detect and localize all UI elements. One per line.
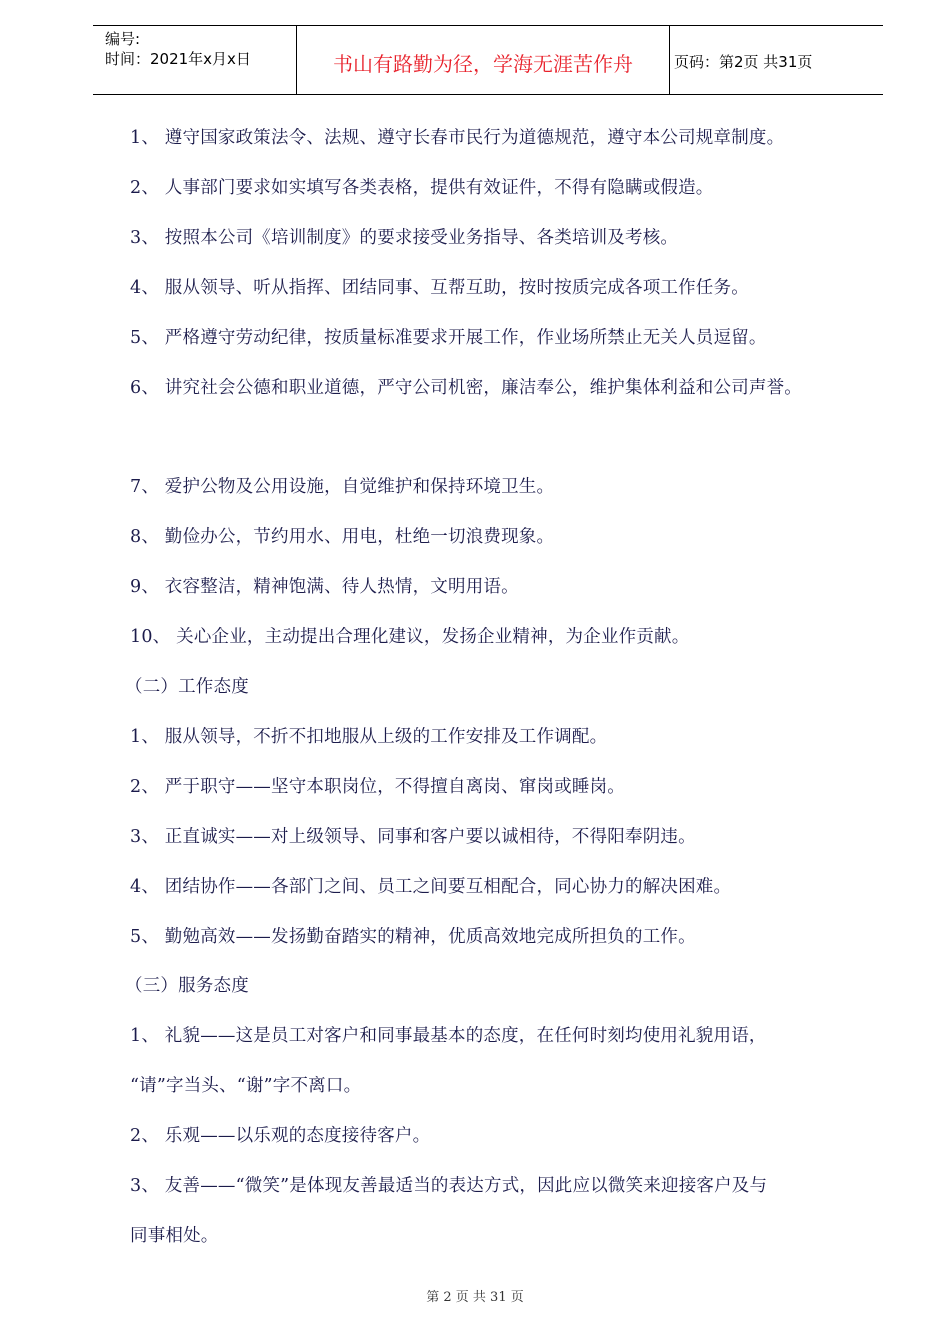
paragraph: 10、 关心企业，主动提出合理化建议，发扬企业精神，为企业作贡献。: [130, 627, 690, 647]
paragraph: 3、 正直诚实——对上级领导、同事和客户要以诚相待，不得阳奉阴违。: [130, 827, 696, 847]
paragraph: 2、 严于职守——坚守本职岗位，不得擅自离岗、窜岗或睡岗。: [130, 777, 625, 797]
header-page-cell: [670, 26, 883, 94]
paragraph: 6、 讲究社会公德和职业道德，严守公司机密，廉洁奉公，维护集体利益和公司声誉。: [130, 378, 802, 398]
paragraph: 7、 爱护公物及公用设施，自觉维护和保持环境卫生。: [130, 477, 555, 497]
paragraph-continuation: 同事相处。: [130, 1226, 219, 1246]
paragraph: 3、 友善——“微笑”是体现友善最适当的表达方式，因此应以微笑来迎接客户及与: [130, 1176, 768, 1196]
paragraph: 2、 乐观——以乐观的态度接待客户。: [130, 1126, 431, 1146]
document-code-label: 编号:: [105, 30, 141, 48]
paragraph: 2、 人事部门要求如实填写各类表格，提供有效证件，不得有隐瞒或假造。: [130, 178, 714, 198]
paragraph: 9、 衣容整洁，精神饱满、待人热情，文明用语。: [130, 577, 519, 597]
page-footer: 第 2 页 共 31 页: [426, 1290, 524, 1305]
section-heading: （三）服务态度: [125, 976, 249, 996]
paragraph: 1、 服从领导，不折不扣地服从上级的工作安排及工作调配。: [130, 727, 608, 747]
paragraph: 5、 勤勉高效——发扬勤奋踏实的精神，优质高效地完成所担负的工作。: [130, 927, 696, 947]
paragraph: 3、 按照本公司《培训制度》的要求接受业务指导、各类培训及考核。: [130, 228, 679, 248]
paragraph: 5、 严格遵守劳动纪律，按质量标准要求开展工作，作业场所禁止无关人员逗留。: [130, 328, 767, 348]
header-meta-cell: [93, 26, 297, 94]
paragraph: 8、 勤俭办公，节约用水、用电，杜绝一切浪费现象。: [130, 527, 555, 547]
header-motto-cell: [297, 26, 670, 94]
section-heading: （二）工作态度: [125, 677, 249, 697]
paragraph: 1、 遵守国家政策法令、法规、遵守长春市民行为道德规范，遵守本公司规章制度。: [130, 128, 785, 148]
document-time: 时间：2021年x月x日: [105, 50, 251, 68]
paragraph: 4、 服从领导、听从指挥、团结同事、互帮互助，按时按质完成各项工作任务。: [130, 278, 749, 298]
paragraph: 4、 团结协作——各部门之间、员工之间要互相配合，同心协力的解决困难。: [130, 877, 732, 897]
paragraph: 1、 礼貌——这是员工对客户和同事最基本的态度，在任何时刻均使用礼貌用语，: [130, 1026, 767, 1046]
paragraph-continuation: “请”字当头、“谢”字不离口。: [130, 1076, 362, 1096]
header-motto: 书山有路勤为径，学海无涯苦作舟: [333, 52, 633, 76]
header-page-number: 页码：第2页 共31页: [674, 53, 813, 71]
page-header: [93, 25, 883, 95]
